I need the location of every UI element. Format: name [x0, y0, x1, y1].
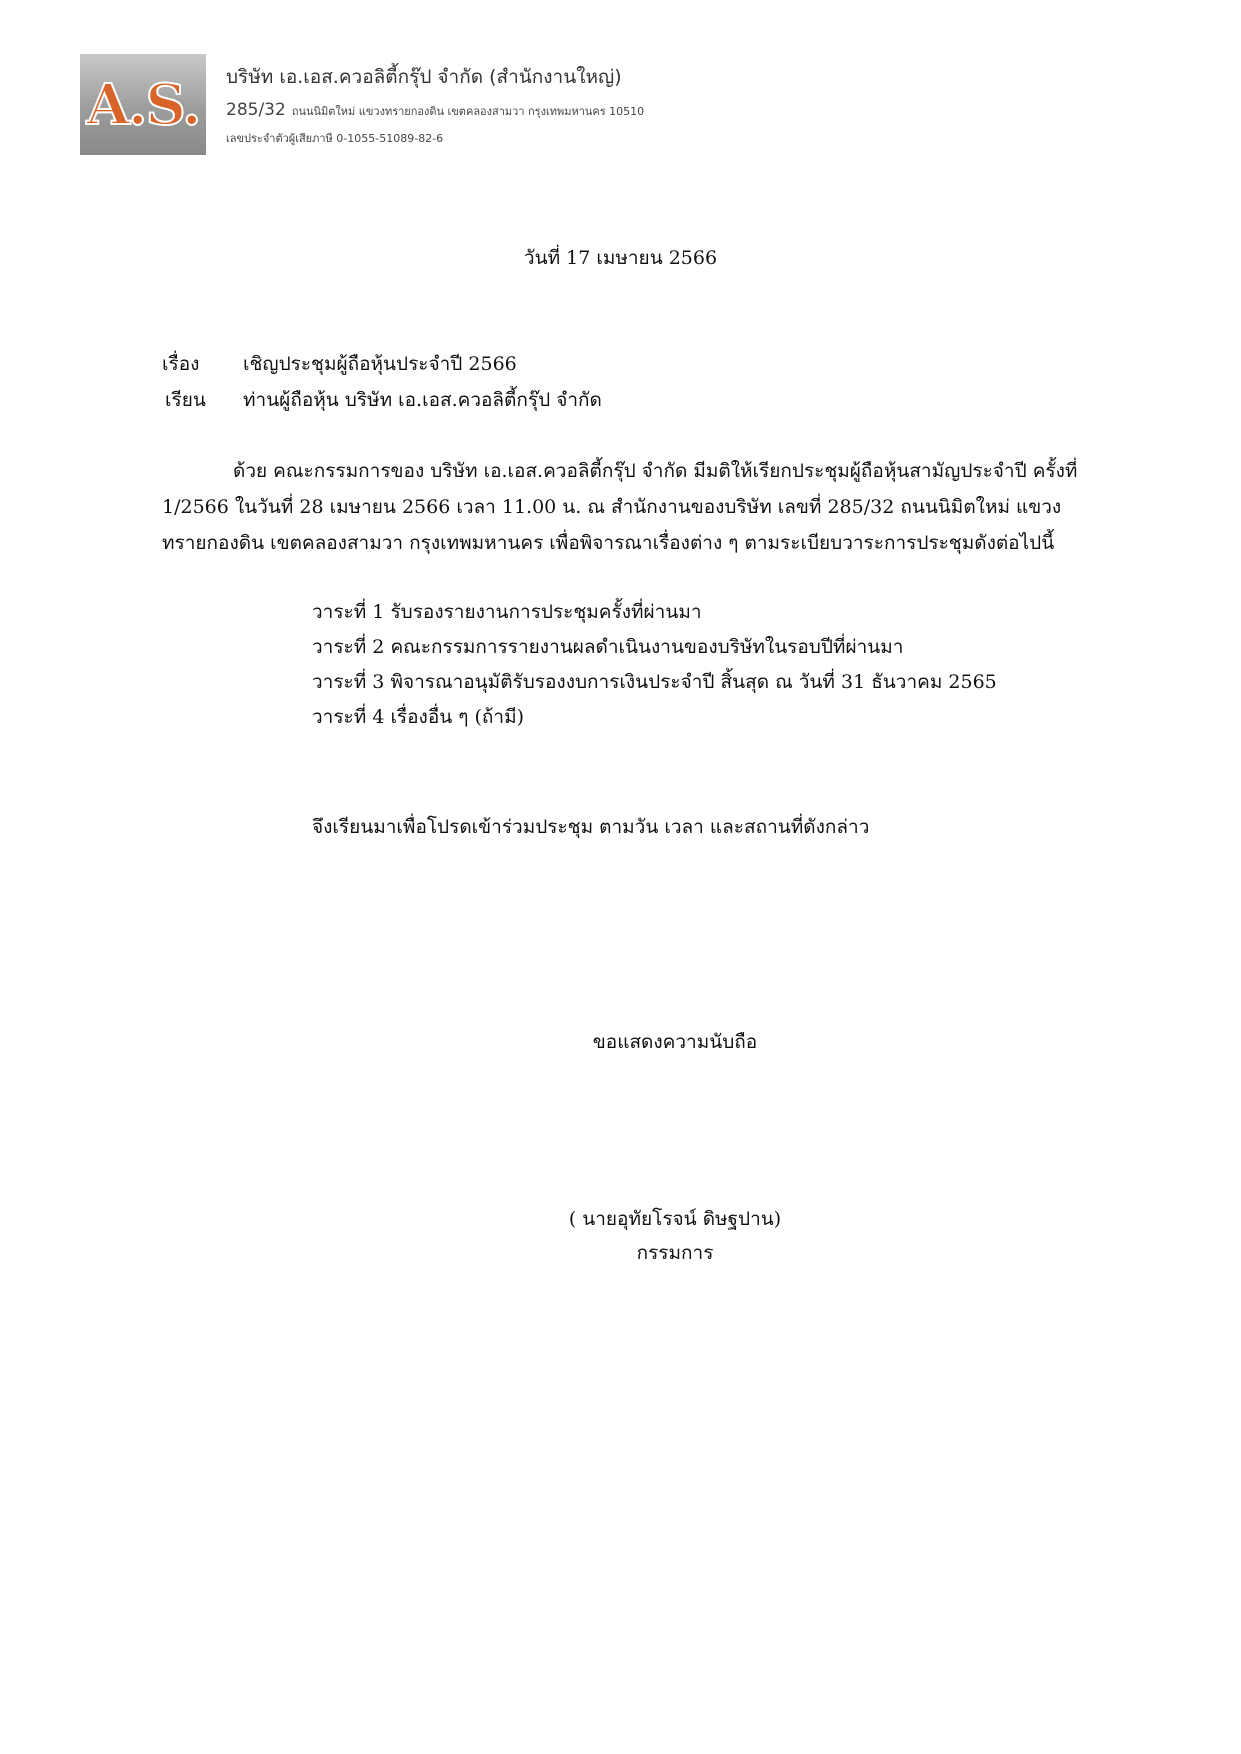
letter-date: วันที่ 17 เมษายน 2566 [523, 247, 718, 269]
agenda-item-4: วาระที่ 4 เรื่องอื่น ๆ (ถ้ามี) [312, 706, 525, 728]
agenda-item-3: วาระที่ 3 พิจารณาอนุมัติรับรองงบการเงินประจำปี สิ้นสุด ณ วันที่ 31 ธันวาคม 2565 [312, 671, 997, 693]
closing-sentence: จึงเรียนมาเพื่อโปรดเข้าร่วมประชุม ตามวัน เวลา และสถานที่ดังกล่าว [312, 816, 870, 838]
company-name: บริษัท เอ.เอส.ควอลิตี้กรุ๊ป จำกัด (สำนักงานใหญ่) [226, 66, 622, 88]
body-line-2: 1/2566 ในวันที่ 28 เมษายน 2566 เวลา 11.00 น. ณ สำนักงานของบริษัท เลขที่ 285/32 ถนนนิมิตใหม่ แขวง [162, 496, 1062, 518]
agenda-item-1: วาระที่ 1 รับรองรายงานการประชุมครั้งที่ผ่านมา [312, 601, 702, 623]
regards: ขอแสดงความนับถือ [592, 1031, 758, 1053]
logo-text: A.S. [86, 71, 200, 138]
recipient-value: ท่านผู้ถือหุ้น บริษัท เอ.เอส.ควอลิตี้กรุ๊ป จำกัด [243, 389, 602, 411]
recipient-label: เรียน [165, 389, 206, 411]
company-logo [80, 54, 206, 155]
signatory-title: กรรมการ [636, 1242, 714, 1264]
tax-id: เลขประจำตัวผู้เสียภาษี 0-1055-51089-82-6 [226, 132, 444, 145]
agenda-item-2: วาระที่ 2 คณะกรรมการรายงานผลดำเนินงานของบริษัทในรอบปีที่ผ่านมา [312, 636, 904, 658]
body-line-1: ด้วย คณะกรรมการของ บริษัท เอ.เอส.ควอลิตี้กรุ๊ป จำกัด มีมติให้เรียกประชุมผู้ถือหุ้นสามัญประจำปี ครั้งที่ [233, 460, 1078, 482]
subject-value: เชิญประชุมผู้ถือหุ้นประจำปี 2566 [243, 353, 517, 375]
signatory-name: ( นายอุทัยโรจน์ ดิษฐปาน) [568, 1208, 782, 1230]
address-number: 285/32 [226, 100, 286, 120]
company-address [226, 100, 644, 120]
subject-label: เรื่อง [162, 353, 200, 375]
address-text: ถนนนิมิตใหม่ แขวงทรายกองดิน เขตคลองสามวา กรุงเทพมหานคร 10510 [291, 105, 645, 118]
body-line-3: ทรายกองดิน เขตคลองสามวา กรุงเทพมหานคร เพื่อพิจารณาเรื่องต่าง ๆ ตามระเบียบวาระการประชุมดังต่อไปนี้ [162, 532, 1055, 554]
